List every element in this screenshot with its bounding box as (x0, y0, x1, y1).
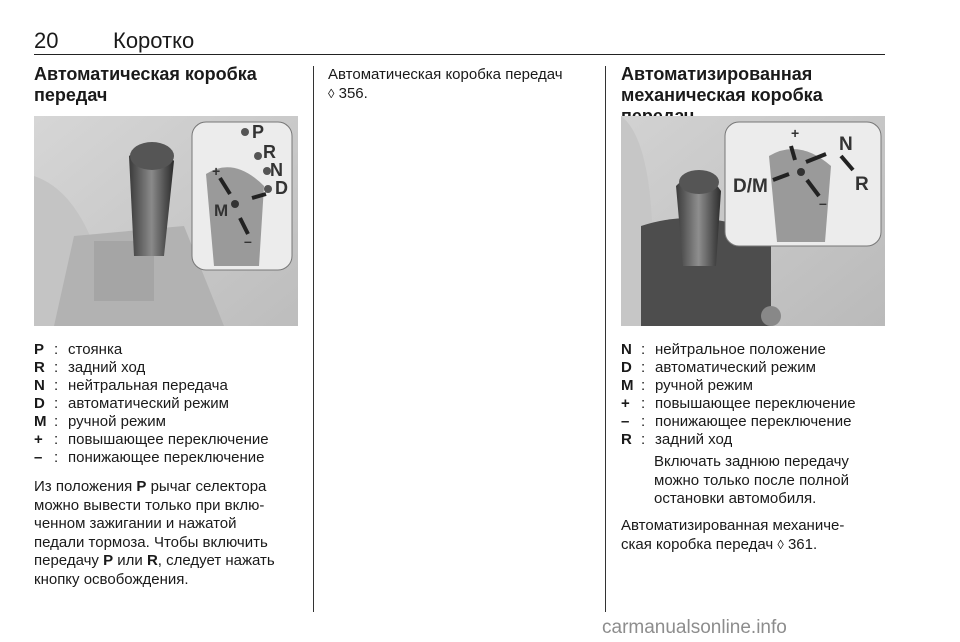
automatic-shifter-illustration (34, 116, 298, 326)
legend-row: N : нейтральная передача (34, 377, 228, 394)
paragraph-automated-manual-ref: Автоматизированная механиче- ская коробка передач ◊ 361. (621, 517, 891, 554)
legend-row: M : ручной режим (621, 377, 753, 394)
page-number: 20 (34, 28, 59, 53)
column-divider-left (313, 66, 314, 612)
figure-automatic-shifter (34, 116, 298, 326)
legend-row: + : повышающее переключение (34, 431, 269, 448)
left-column (34, 64, 304, 106)
middle-reference: Автоматическая коробка передач ◊ 356. (328, 66, 598, 103)
legend-row: D : автоматический режим (34, 395, 229, 412)
fig-label-minus: – (244, 233, 252, 249)
page-header (34, 28, 885, 55)
fig-label-plus: + (212, 163, 221, 179)
legend-row: R : задний ход (621, 431, 733, 448)
fig-label-d: D (275, 178, 288, 198)
legend-row: – : понижающее переключение (621, 413, 852, 430)
fig-label-n: N (270, 160, 283, 180)
fig-label-r: R (263, 142, 276, 162)
column-divider-right (605, 66, 606, 612)
legend-row: D : автоматический режим (621, 359, 816, 376)
reference-arrow-icon: ◊ (777, 536, 784, 552)
fig-label-n: N (839, 134, 853, 155)
fig-label-minus: – (819, 195, 827, 211)
reference-arrow-icon: ◊ (328, 85, 335, 101)
section-title-automatic: Автоматическая коробка передач (34, 64, 257, 105)
legend-row: M : ручной режим (34, 413, 166, 430)
legend-automated-manual (621, 341, 891, 449)
fig-label-plus: + (791, 125, 800, 141)
legend-row: – : понижающее переключение (34, 449, 265, 466)
fig-label-r: R (855, 174, 869, 195)
legend-automatic (34, 341, 304, 467)
fig-label-m: M (214, 201, 229, 220)
watermark: carmanualsonline.info (602, 617, 787, 638)
legend-row: N : нейтральное положение (621, 341, 826, 358)
paragraph-release-button: Из положения P рычаг селектора можно вывести только при вклю- ченном зажигании и нажатой педали тормоза. Чтобы включить передачу P или R, следует нажать кнопку освобождения. (34, 478, 275, 588)
legend-row: P : стоянка (34, 341, 123, 358)
fig-label-p: P (252, 122, 265, 142)
reverse-gear-note: Включать заднюю передачу можно только после полной остановки автомобиля. (654, 453, 849, 507)
automated-manual-shifter-illustration (621, 116, 885, 326)
page-reference-link[interactable]: ская коробка передач ◊ 361. (621, 535, 818, 553)
legend-row: + : повышающее переключение (621, 395, 856, 412)
section-title-automated-manual: Автоматизированная механическая коробка (621, 64, 823, 105)
legend-row: R : задний ход (34, 359, 146, 376)
fig-label-dm: D/M (733, 176, 768, 197)
chapter-title: Коротко (113, 28, 195, 53)
page-reference-link[interactable]: ◊ 356. (328, 84, 368, 102)
figure-automated-manual-shifter (621, 116, 885, 326)
